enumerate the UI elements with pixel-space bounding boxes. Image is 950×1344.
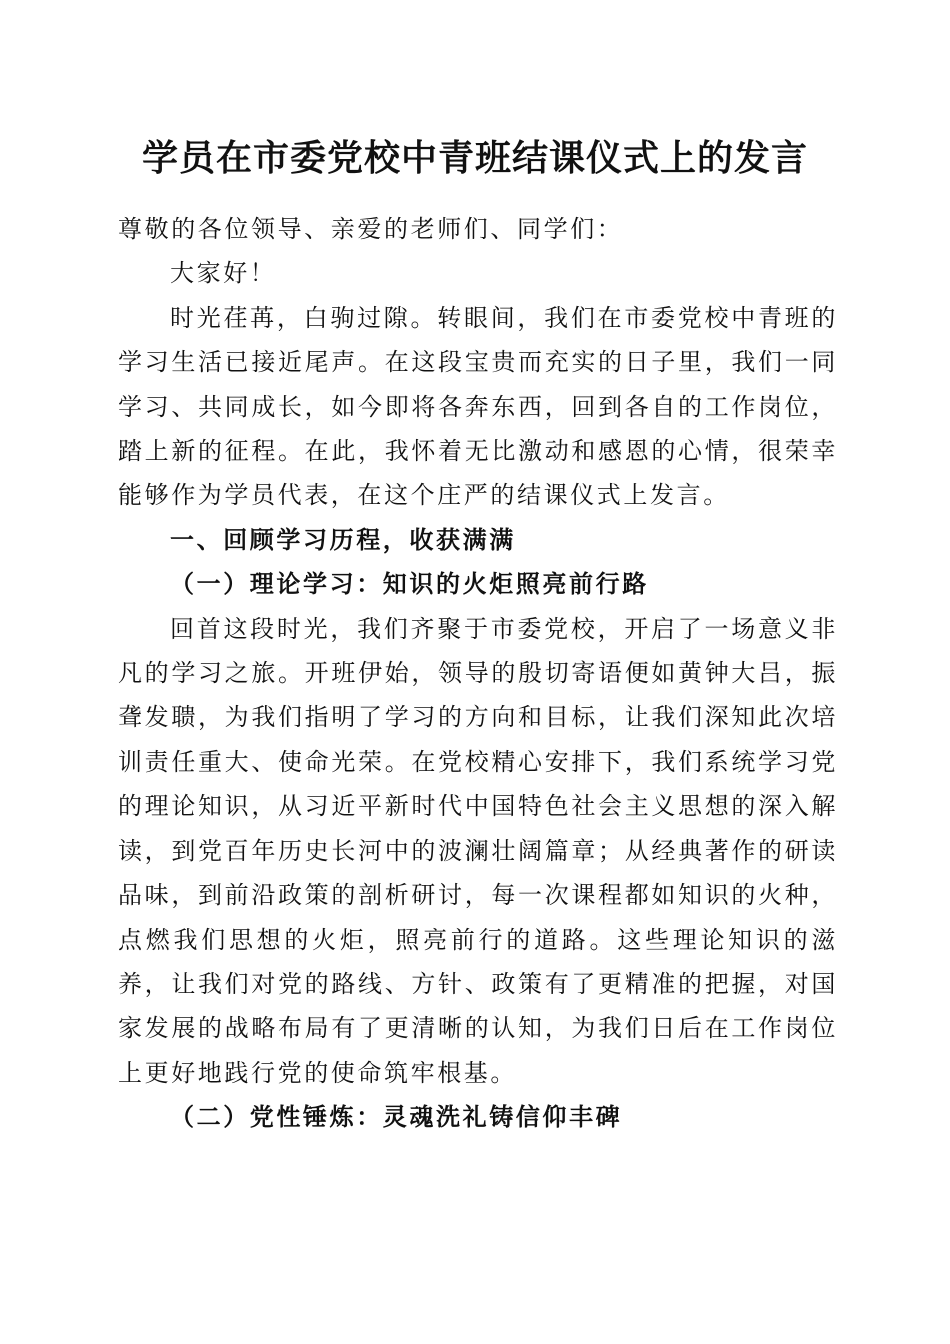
- subsection-heading: （二）党性锤炼：灵魂洗礼铸信仰丰碑: [170, 1102, 623, 1132]
- section-heading: 一、回顾学习历程，收获满满: [170, 525, 516, 554]
- greeting: 大家好！: [170, 259, 277, 288]
- document-title: 学员在市委党校中青班结课仪式上的发言: [141, 137, 808, 179]
- document-body: [118, 207, 838, 1140]
- salutation: 尊敬的各位领导、亲爱的老师们、同学们：: [118, 215, 624, 243]
- subsection-heading: （一）理论学习：知识的火炬照亮前行路: [170, 569, 649, 599]
- intro-paragraph: 时光荏苒，白驹过隙。转眼间，我们在市委党校中青班的学习生活已接近尾声。在这段宝贵而充实的日子里，我们一同学习、共同成长，如今即将各奔东西，回到各自的工作岗位，踏上新的征程。在此，我怀着无比激动和感恩的心情，很荣幸能够作为学员代表，在这个庄严的结课仪式上发言。: [118, 303, 838, 510]
- subsection-paragraph: 回首这段时光，我们齐聚于市委党校，开启了一场意义非凡的学习之旅。开班伊始，领导的殷切寄语便如黄钟大吕，振聋发聩，为我们指明了学习的方向和目标，让我们深知此次培训责任重大、使命光荣。在党校精心安排下，我们系统学习党的理论知识，从习近平新时代中国特色社会主义思想的深入解读，到党百年历史长河中的波澜壮阔篇章；从经典著作的研读品味，到前沿政策的剖析研讨，每一次课程都如知识的火种，点燃我们思想的火炬，照亮前行的道路。这些理论知识的滋养，让我们对党的路线、方针、政策有了更精准的把握，对国家发展的战略布局有了更清晰的认知，为我们日后在工作岗位上更好地践行党的使命筑牢根基。: [118, 614, 838, 1087]
